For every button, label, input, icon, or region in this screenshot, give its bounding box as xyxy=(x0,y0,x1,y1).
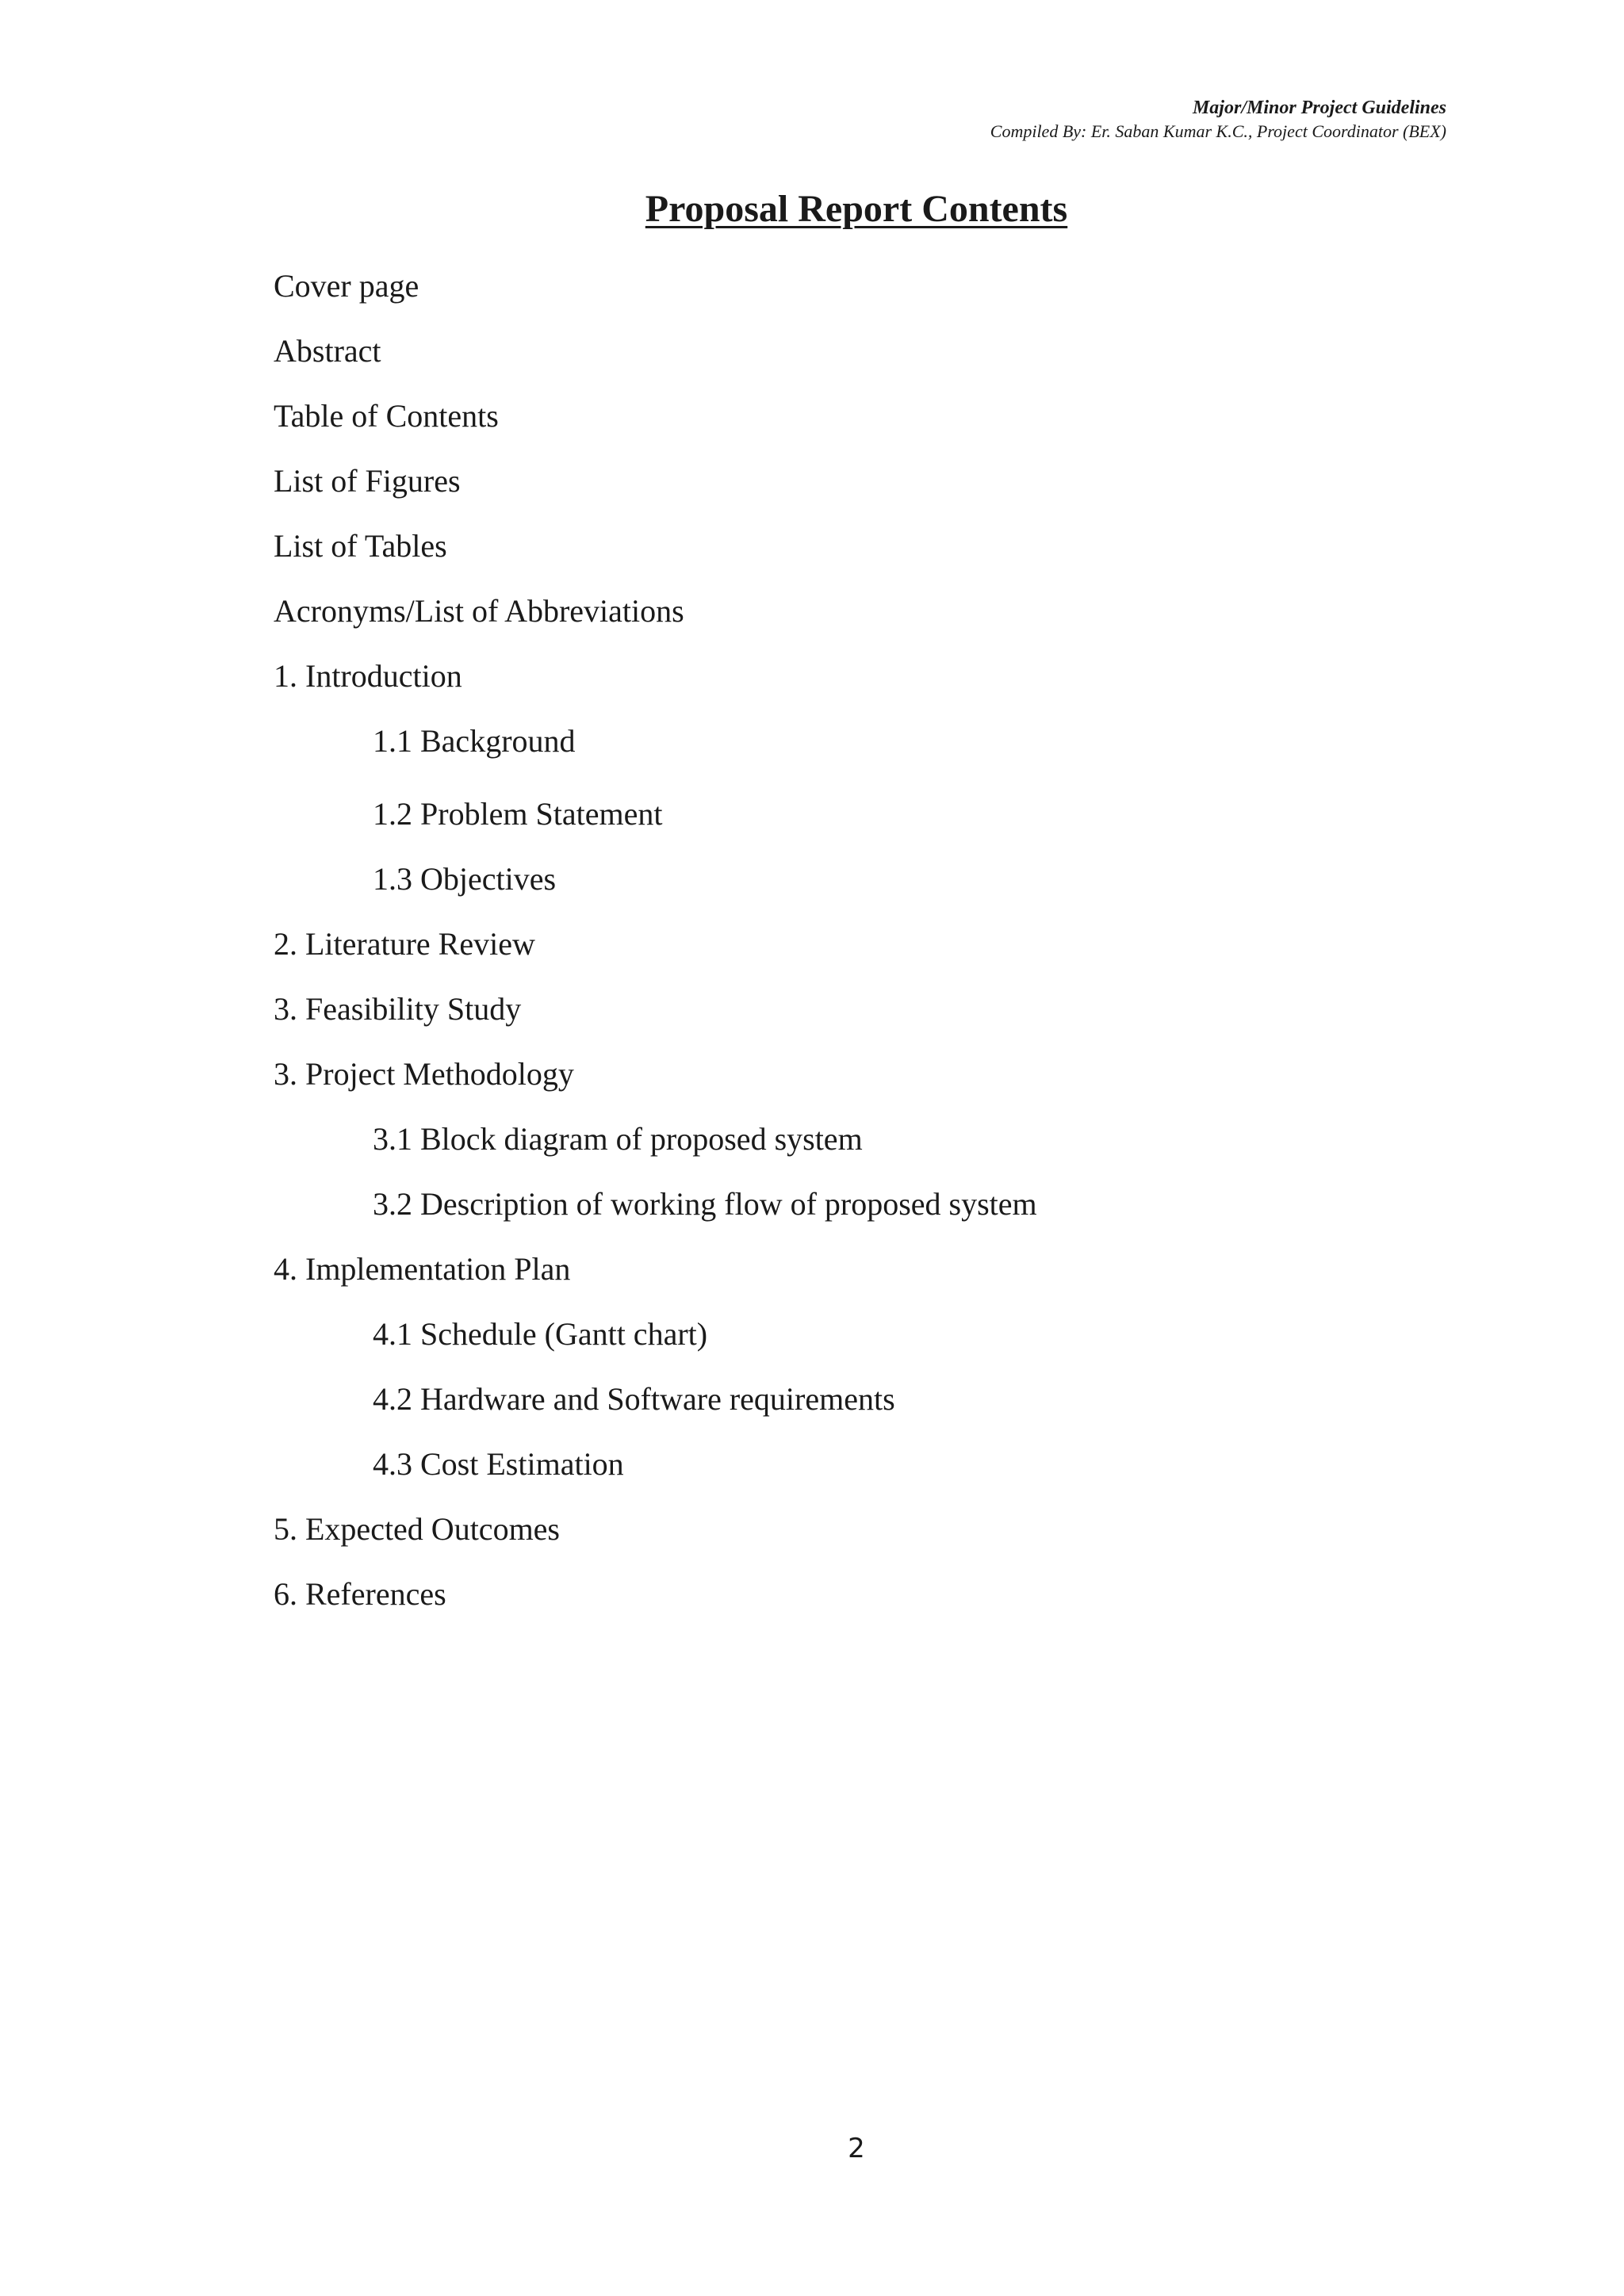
contents-entry: Abstract xyxy=(274,333,381,369)
contents-entry: 3. Project Methodology xyxy=(274,1056,574,1092)
header-title: Major/Minor Project Guidelines xyxy=(1192,98,1446,118)
contents-subentry: 3.2 Description of working flow of proposed system xyxy=(373,1186,1037,1222)
contents-entry: 1. Introduction xyxy=(274,658,462,694)
page-header xyxy=(990,96,1446,144)
contents-subentry: 3.1 Block diagram of proposed system xyxy=(373,1121,863,1157)
contents-entry: List of Figures xyxy=(274,463,461,499)
contents-entry: List of Tables xyxy=(274,528,447,564)
contents-subentry: 4.3 Cost Estimation xyxy=(373,1446,624,1482)
page-number: 2 xyxy=(848,2133,865,2164)
page-title: Proposal Report Contents xyxy=(645,188,1068,230)
contents-entry: Cover page xyxy=(274,268,419,304)
contents-entry: 5. Expected Outcomes xyxy=(274,1511,560,1547)
contents-entry: 4. Implementation Plan xyxy=(274,1251,571,1287)
contents-subentry: 1.1 Background xyxy=(373,723,576,759)
contents-entry: Acronyms/List of Abbreviations xyxy=(274,593,684,629)
contents-subentry: 4.2 Hardware and Software requirements xyxy=(373,1381,895,1417)
contents-subentry: 1.3 Objectives xyxy=(373,861,557,897)
header-compiled-by: Compiled By: Er. Saban Kumar K.C., Project Coordinator (BEX) xyxy=(990,121,1446,141)
contents-subentry: 4.1 Schedule (Gantt chart) xyxy=(373,1316,708,1352)
contents-entry: 6. References xyxy=(274,1576,446,1612)
contents-list xyxy=(274,262,1037,1635)
contents-entry: Table of Contents xyxy=(274,398,499,434)
contents-entry: 2. Literature Review xyxy=(274,926,535,962)
contents-entry: 3. Feasibility Study xyxy=(274,991,522,1027)
contents-subentry: 1.2 Problem Statement xyxy=(373,796,663,832)
